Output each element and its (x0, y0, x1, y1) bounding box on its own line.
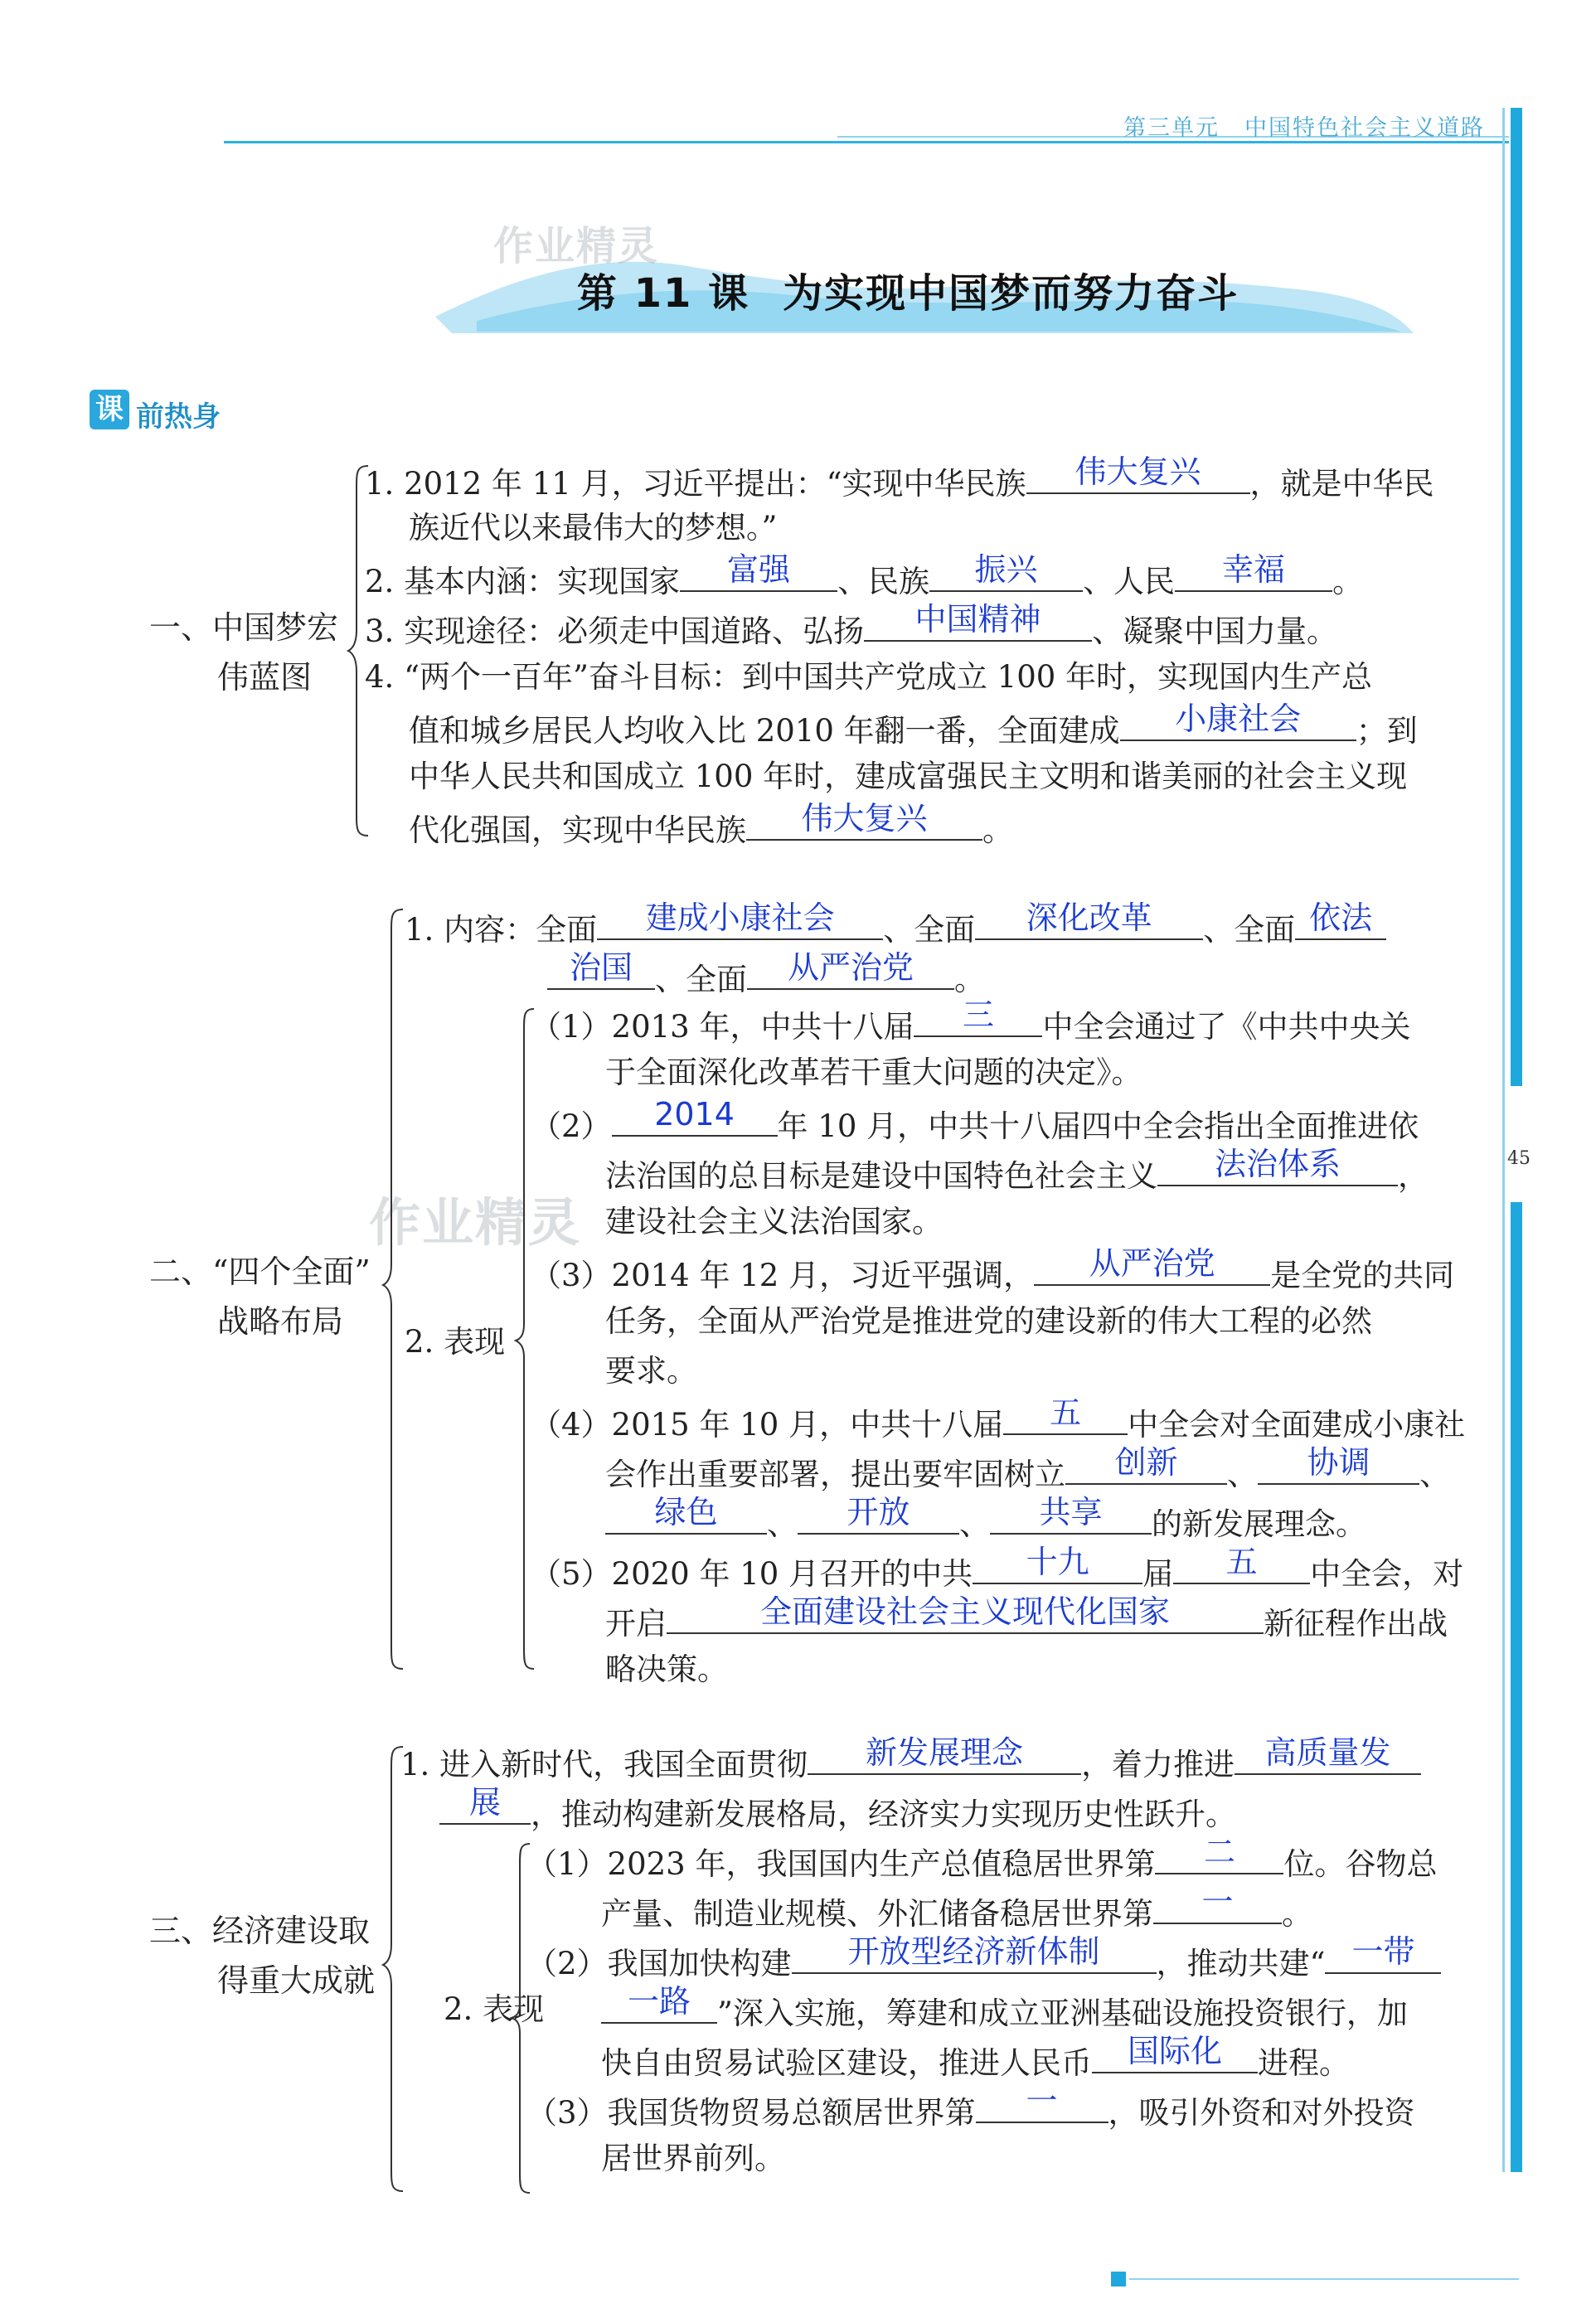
s3-performance-label: 2. 表现 (444, 1991, 545, 2027)
lesson-title: 第 11 课 为实现中国梦而努力奋斗 (576, 270, 1239, 317)
s2-p3-line2: 任务，全面从严治党是推进党的建设新的伟大工程的必然 (605, 1303, 1372, 1339)
s2-blank-13[interactable]: 开放 (798, 1505, 959, 1535)
s1-item1-line2: 族近代以来最伟大的梦想。” (409, 510, 778, 546)
s3-blank-7[interactable]: 国际化 (1092, 2044, 1258, 2073)
s2-brace (381, 908, 406, 1671)
s1-blank-3[interactable]: 振兴 (929, 562, 1083, 592)
s2-blank-7[interactable]: 法治体系 (1157, 1157, 1398, 1186)
side-bar-top (1511, 108, 1522, 1086)
s1-heading-line2: 伟蓝图 (217, 659, 313, 696)
s1-blank-6[interactable]: 小康社会 (1120, 711, 1356, 741)
s3-p3-line1: （3）我国货物贸易总额居世界第 一 ，吸引外资和对外投资 (526, 2083, 1415, 2131)
s2-p5-line2: 开启 全面建设社会主义现代化国家 新征程作出战 (605, 1593, 1448, 1642)
warmup-label: 前热身 (136, 400, 221, 434)
s2-p1-line1: （1）2013 年，中共十八届 三 中全会通过了《中共中央关 (531, 997, 1411, 1045)
s1-item4-line4: 代化强国，实现中华民族 伟大复兴 。 (409, 800, 1013, 848)
s2-blank-4[interactable]: 从严治党 (747, 960, 954, 990)
s2-blank-11[interactable]: 协调 (1258, 1455, 1419, 1485)
s3-p1-line1: （1）2023 年，我国国内生产总值稳居世界第 二 位。谷物总 (526, 1834, 1438, 1882)
s2-p4-line2: 会作出重要部署，提出要牢固树立 创新 、 协调 、 (605, 1444, 1450, 1492)
s1-item3: 3. 实现途径：必须走中国道路、弘扬 中国精神 、凝聚中国力量。 (365, 601, 1338, 649)
watermark-top: 作业精灵 (493, 223, 660, 269)
s2-heading-line2: 战略布局 (217, 1303, 344, 1340)
s1-blank-7[interactable]: 伟大复兴 (746, 811, 982, 841)
s2-blank-12[interactable]: 绿色 (605, 1505, 767, 1535)
s2-p5-line3: 略决策。 (605, 1651, 728, 1687)
s2-heading-line1: 二、“四个全面” (149, 1254, 371, 1290)
s1-item4-line1: 4. “两个一百年”奋斗目标：到中国共产党成立 100 年时，实现国内生产总 (365, 659, 1373, 695)
s1-blank-4[interactable]: 幸福 (1175, 562, 1332, 592)
s2-blank-8[interactable]: 从严治党 (1034, 1256, 1270, 1286)
s2-p2-line1: （2） 2014 年 10 月，中共十八届四中全会指出全面推进依 (531, 1096, 1419, 1144)
s2-p1-line2: 于全面深化改革若干重大问题的决定》。 (605, 1055, 1142, 1090)
s2-blank-3b[interactable]: 治国 (547, 960, 655, 990)
s3-blank-6[interactable]: 一带 (1325, 1944, 1441, 1974)
s1-item1-line1: 1. 2012 年 11 月，习近平提出：“实现中华民族 伟大复兴 ，就是中华民 (365, 453, 1434, 502)
s3-item1-line2: 展 ，推动构建新发展格局，经济实力实现历史性跃升。 (439, 1795, 1236, 1830)
s2-blank-10[interactable]: 创新 (1065, 1455, 1227, 1485)
s1-blank-2[interactable]: 富强 (680, 562, 837, 592)
s3-blank-5[interactable]: 开放型经济新体制 (792, 1944, 1157, 1974)
s1-item4-line3: 中华人民共和国成立 100 年时，建成富强民主文明和谐美丽的社会主义现 (409, 759, 1408, 794)
s3-brace (381, 1745, 406, 2193)
s2-content-line2: 治国 、全面 从严治党 。 (547, 960, 985, 995)
side-bar-bottom (1511, 1202, 1522, 2172)
s2-p4-line1: （4）2015 年 10 月，中共十八届 五 中全会对全面建成小康社 (531, 1394, 1466, 1443)
side-rule-thin (1502, 108, 1505, 2172)
page-number: 45 (1507, 1148, 1531, 1169)
footer-rule (1129, 2278, 1519, 2280)
s2-blank-16[interactable]: 五 (1173, 1554, 1310, 1584)
s3-item1-line1: 1. 进入新时代，我国全面贯彻 新发展理念 ，着力推进 高质量发 (400, 1745, 1421, 1780)
s3-blank-8[interactable]: 一 (976, 2093, 1108, 2123)
s2-blank-9[interactable]: 五 (1003, 1405, 1128, 1435)
s2-blank-6[interactable]: 2014 (612, 1107, 778, 1137)
s3-p3-line2: 居世界前列。 (601, 2141, 785, 2176)
s3-p2-line3: 快自由贸易试验区建设，推进人民币 国际化 进程。 (601, 2033, 1350, 2081)
s2-blank-15[interactable]: 十九 (973, 1554, 1142, 1584)
s2-p2-line2: 法治国的总目标是建设中国特色社会主义 法治体系 ， (605, 1146, 1429, 1194)
s1-heading-line1: 一、中国梦宏 (149, 609, 339, 646)
s3-heading-line2: 得重大成就 (217, 1962, 376, 1999)
s2-p4-line3: 绿色 、 开放 、 共享 的新发展理念。 (605, 1505, 1366, 1540)
s1-brace (347, 464, 371, 837)
s3-p2-line2: 一路 ”深入实施，筹建和成立亚洲基础设施投资银行，加 (601, 1994, 1408, 2029)
s2-blank-5[interactable]: 三 (914, 1007, 1042, 1037)
s2-p2-line3: 建设社会主义法治国家。 (605, 1204, 943, 1239)
s3-blank-6b[interactable]: 一路 (601, 1994, 717, 2024)
s3-blank-4[interactable]: 一 (1153, 1894, 1282, 1924)
s3-blank-3[interactable]: 二 (1155, 1845, 1283, 1874)
s1-blank-5[interactable]: 中国精神 (864, 612, 1092, 642)
s2-blank-1[interactable]: 建成小康社会 (597, 910, 883, 940)
s2-p3-line1: （3）2014 年 12 月，习近平强调， 从严治党 是全党的共同 (531, 1245, 1455, 1293)
s2-content-line1: 1. 内容：全面 建成小康社会 、全面 深化改革 、全面 依法 (405, 910, 1386, 945)
s3-sub-brace (510, 1842, 533, 2194)
s2-blank-17[interactable]: 全面建设社会主义现代化国家 (667, 1604, 1264, 1634)
s1-item2: 2. 基本内涵：实现国家 富强 、民族 振兴 、人民 幸福 。 (365, 551, 1364, 599)
s3-heading-line1: 三、经济建设取 (149, 1913, 371, 1949)
s3-blank-2[interactable]: 高质量发 (1235, 1745, 1421, 1775)
s2-p3-line3: 要求。 (605, 1353, 697, 1389)
s1-item4-line2: 值和城乡居民人均收入比 2010 年翻一番，全面建成 小康社会 ；到 (409, 701, 1418, 749)
s2-blank-3[interactable]: 依法 (1295, 910, 1386, 940)
s3-p1-line2: 产量、制造业规模、外汇储备稳居世界第 一 。 (601, 1884, 1312, 1932)
s2-p5-line1: （5）2020 年 10 月召开的中共 十九 届 五 中全会，对 (531, 1544, 1464, 1592)
s3-blank-1[interactable]: 新发展理念 (808, 1745, 1081, 1775)
running-header: 第三单元 中国特色社会主义道路 (1123, 115, 1485, 141)
s1-blank-1[interactable]: 伟大复兴 (1026, 464, 1250, 494)
s3-blank-2b[interactable]: 展 (439, 1795, 531, 1825)
s2-blank-2[interactable]: 深化改革 (975, 910, 1203, 940)
s2-performance-label: 2. 表现 (405, 1324, 506, 1360)
footer-square (1111, 2272, 1126, 2286)
s2-blank-14[interactable]: 共享 (990, 1505, 1152, 1535)
watermark-middle: 作业精灵 (369, 1192, 582, 1253)
s3-p2-line1: （2）我国加快构建 开放型经济新体制 ，推动共建“ 一带 (526, 1944, 1441, 1979)
lesson-badge: 课 (90, 390, 129, 429)
